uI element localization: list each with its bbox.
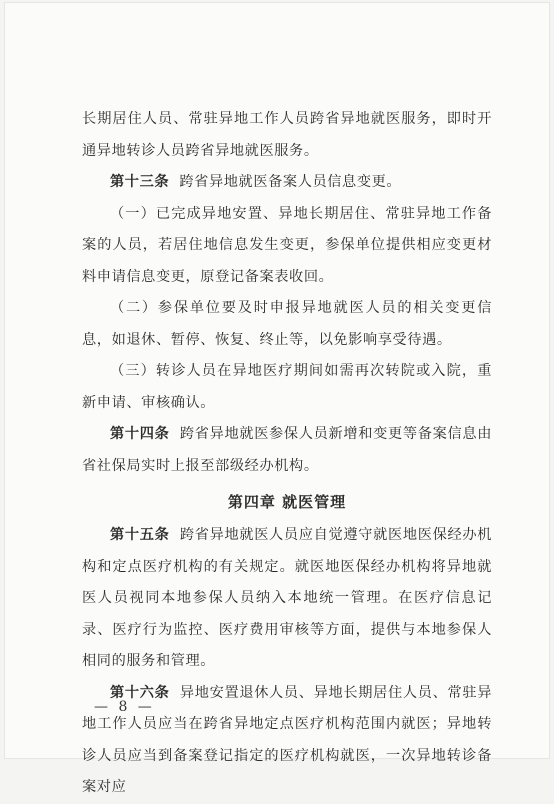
- article-label: 第十三条: [110, 174, 170, 190]
- paragraph-text: 异地安置退休人员、异地长期居住人员、常驻异地工作人员应当在跨省异地定点医疗机构范围内就医；异地转诊人员应当到备案登记指定的医疗机构就医，一次异地转诊备案对应: [82, 684, 492, 795]
- article-15: [82, 520, 492, 678]
- article-13-heading: [82, 167, 492, 199]
- article-label: 第十四条: [110, 426, 170, 442]
- paragraph-text: （三）转诊人员在异地医疗期间如需再次转院或入院，重新申请、审核确认。: [82, 363, 492, 411]
- article-13-item-2: [82, 293, 492, 356]
- document-page: [4, 2, 550, 795]
- article-16: [82, 678, 492, 804]
- paragraph-text: 跨省异地就医参保人员新增和变更等备案信息由省社保局实时上报至部级经办机构。: [82, 426, 492, 474]
- paragraph-continuation: [82, 104, 492, 167]
- paragraph-text: 跨省异地就医人员应自觉遵守就医地医保经办机构和定点医疗机构的有关规定。就医地医保经办机构将异地就医人员视同本地参保人员纳入本地统一管理。在医疗信息记录、医疗行为监控、医疗费用审核等方面，提供与本地参保人相同的服务和管理。: [82, 527, 492, 669]
- paragraph-text: 长期居住人员、常驻异地工作人员跨省异地就医服务，即时开通异地转诊人员跨省异地就医服务。: [82, 111, 492, 159]
- article-label: 第十六条: [110, 684, 170, 701]
- chapter-title: 第四章 就医管理: [227, 493, 347, 511]
- article-13-item-3: [82, 356, 492, 419]
- paragraph-text: （一）已完成异地安置、异地长期居住、常驻异地工作备案的人员，若居住地信息发生变更，参保单位提供相应变更材料申请信息变更，原登记备案表收回。: [82, 205, 492, 285]
- article-13-item-1: [82, 199, 492, 294]
- page-number: — 8 —: [94, 699, 155, 715]
- paragraph-text: 跨省异地就医备案人员信息变更。: [179, 174, 402, 190]
- paragraph-text: （二）参保单位要及时申报异地就医人员的相关变更信息，如退休、暂停、恢复、终止等，以免影响享受待遇。: [82, 300, 492, 348]
- article-14: [82, 419, 492, 482]
- article-label: 第十五条: [110, 527, 170, 543]
